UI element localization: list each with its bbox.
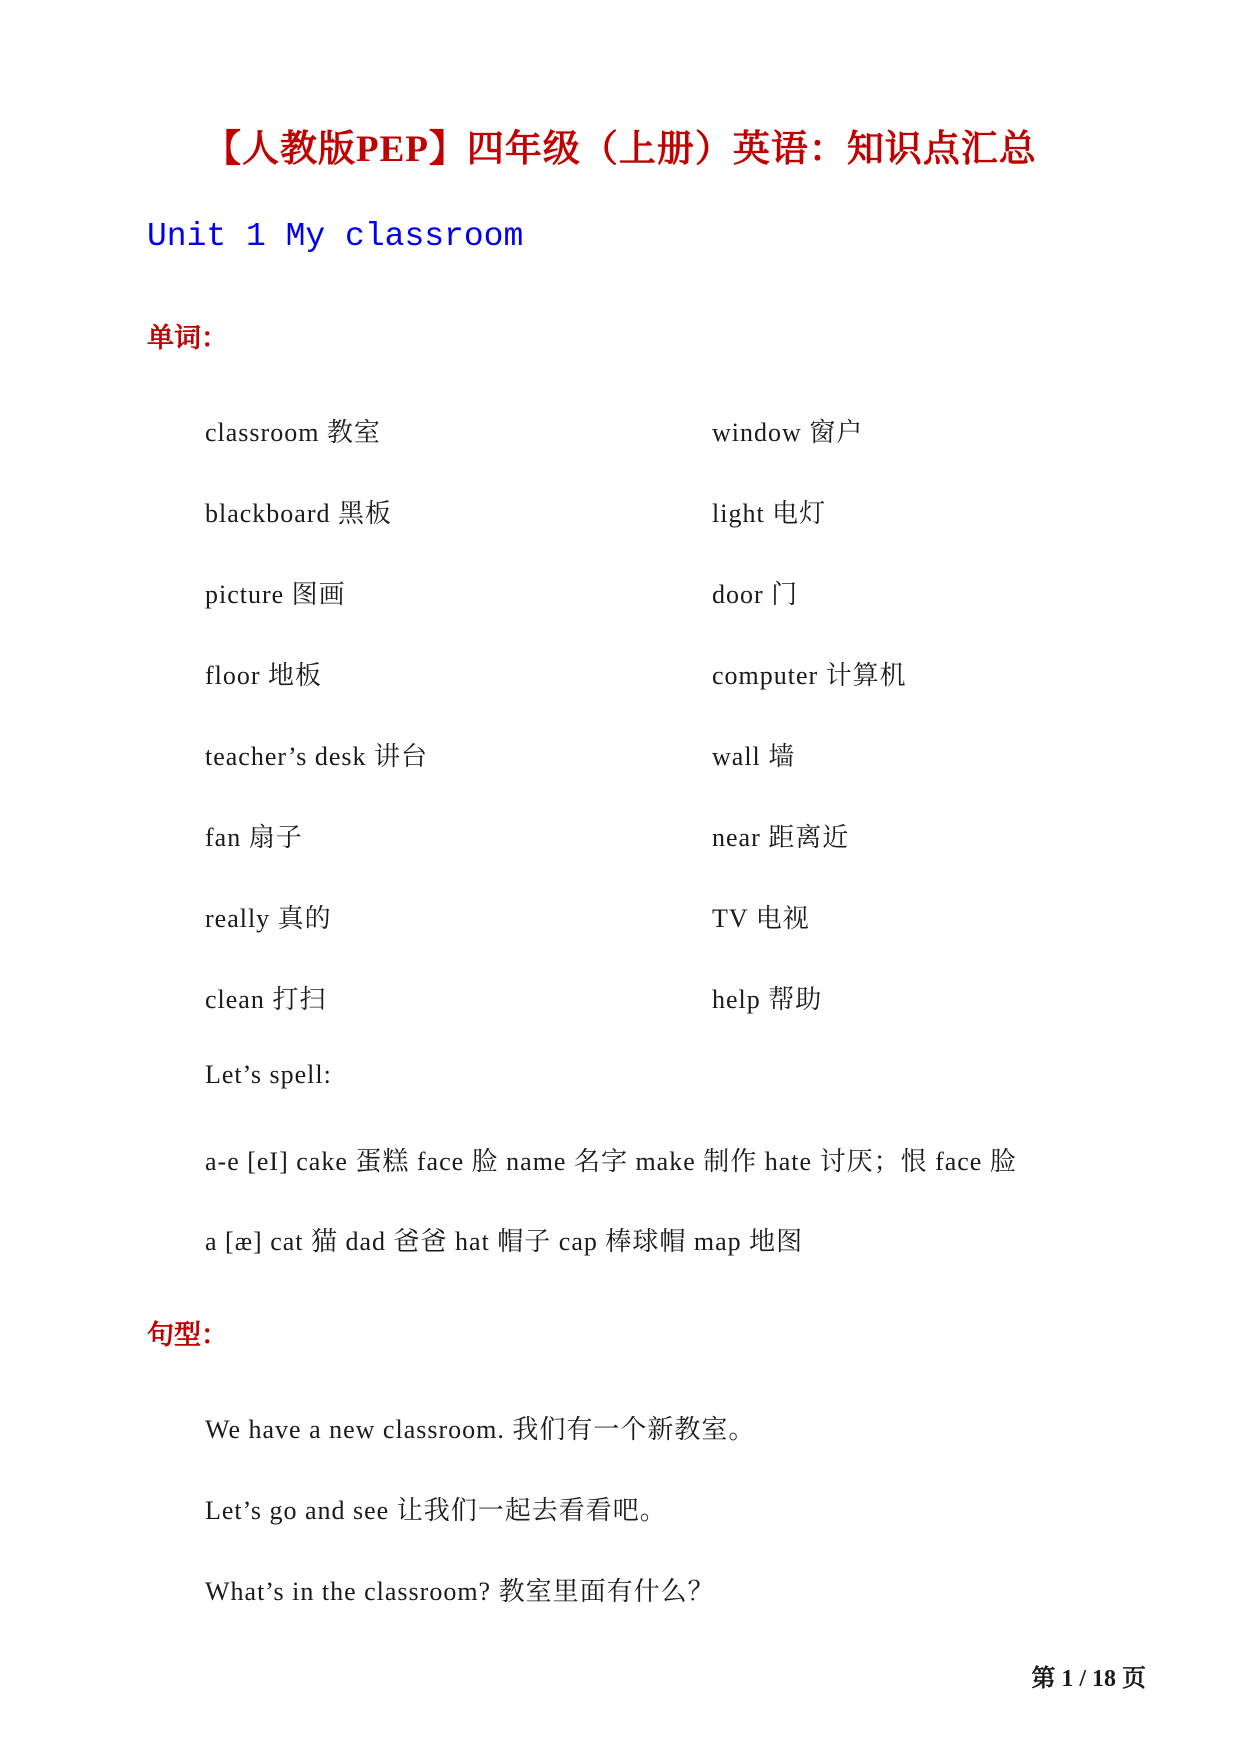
vocab-item: near 距离近 (712, 823, 850, 852)
spell-line: a-e [eI] cake 蛋糕 face 脸 name 名字 make 制作 hate 讨厌；恨 face 脸 (205, 1147, 1017, 1176)
vocab-item: really 真的 (205, 904, 332, 933)
spell-line: a [æ] cat 猫 dad 爸爸 hat 帽子 cap 棒球帽 map 地图 (205, 1227, 804, 1256)
vocab-item: blackboard 黑板 (205, 499, 393, 528)
vocab-item: window 窗户 (712, 418, 864, 447)
unit-title: Unit 1 My classroom (147, 218, 524, 255)
vocab-item: picture 图画 (205, 580, 346, 609)
vocab-item: computer 计算机 (712, 661, 907, 690)
vocab-item: TV 电视 (712, 904, 810, 933)
sentence-line: We have a new classroom. 我们有一个新教室。 (205, 1415, 756, 1444)
sentences-heading: 句型： (147, 1320, 228, 1350)
sentence-line: Let’s go and see 让我们一起去看看吧。 (205, 1496, 667, 1525)
vocab-item: help 帮助 (712, 985, 823, 1014)
document-title: 【人教版PEP】四年级（上册）英语：知识点汇总 (204, 129, 1037, 170)
vocab-item: teacher’s desk 讲台 (205, 742, 429, 771)
page-number: 第 1 / 18 页 (1031, 1666, 1146, 1692)
vocab-item: wall 墙 (712, 742, 796, 771)
sentence-line: What’s in the classroom? 教室里面有什么？ (205, 1577, 715, 1606)
vocabulary-heading: 单词： (147, 323, 228, 353)
vocab-item: clean 打扫 (205, 985, 327, 1014)
spell-label: Let’s spell: (205, 1060, 332, 1089)
vocab-item: classroom 教室 (205, 418, 381, 447)
vocab-item: floor 地板 (205, 661, 323, 690)
vocab-item: door 门 (712, 580, 799, 609)
vocab-item: fan 扇子 (205, 823, 303, 852)
vocab-item: light 电灯 (712, 499, 827, 528)
